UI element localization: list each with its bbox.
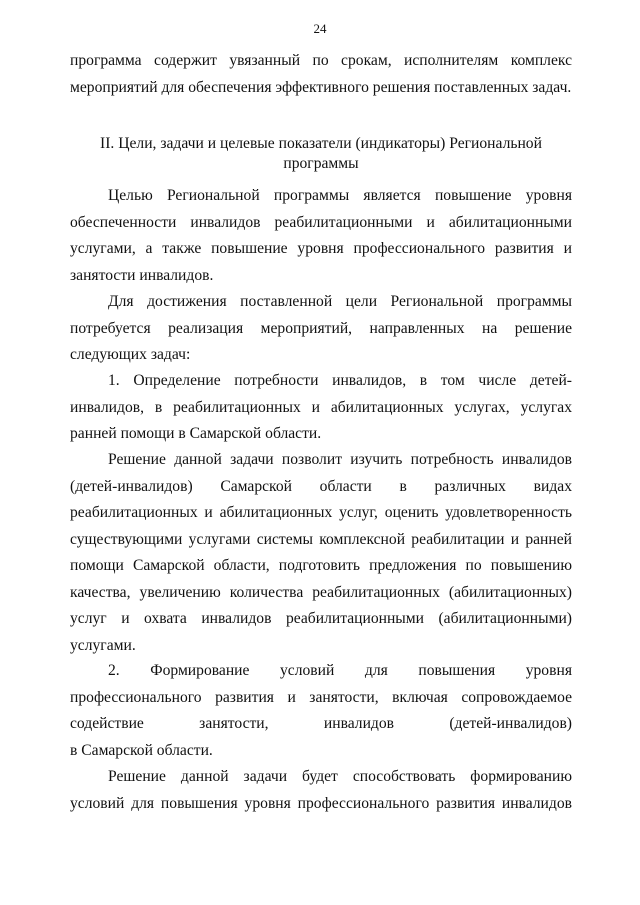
task-2-solution-paragraph — [70, 764, 572, 817]
section-heading — [70, 134, 572, 174]
task-1-solution-line-5: помощи Самарской области, подготовить предложения по повышению — [70, 557, 572, 574]
task-1-paragraph — [70, 368, 572, 448]
task-2-line-2: профессионального развития и занятости, включая сопровождаемое — [70, 688, 572, 706]
task-2-line-3: содействие занятости, инвалидов (детей-инвалидов) — [70, 715, 572, 732]
intro-line-2: мероприятий для обеспечения эффективного решения поставленных задач. — [70, 78, 572, 96]
task-1-solution-line-4: существующими услугами системы комплексной реабилитации и ранней — [70, 530, 572, 548]
task-1-line-3: ранней помощи в Самарской области. — [70, 425, 322, 442]
tasks-intro-line-3: следующих задач: — [70, 346, 191, 363]
goal-paragraph — [70, 183, 572, 289]
task-1-solution-paragraph — [70, 447, 572, 659]
tasks-intro-line-2: потребуется реализация мероприятий, направленных на решение — [70, 319, 572, 337]
goal-line-2: обеспеченности инвалидов реабилитационными и абилитационными — [70, 213, 572, 231]
task-1-solution-line-6: качества, увеличению количества реабилитационных (абилитационных) — [70, 583, 572, 601]
task-2-paragraph — [70, 658, 572, 764]
task-2-line-4: в Самарской области. — [70, 741, 213, 759]
task-2-solution-line-1: Решение данной задачи будет способствовать формированию — [108, 768, 572, 785]
task-2-line-1: 2. Формирование условий для повышения уровня — [108, 662, 572, 679]
section-heading-line-1: II. Цели, задачи и целевые показатели (индикаторы) Региональной — [100, 135, 542, 152]
task-1-solution-line-2: (детей-инвалидов) Самарской области в различных видах — [70, 477, 572, 495]
intro-paragraph — [70, 48, 572, 101]
task-1-solution-line-1: Решение данной задачи позволит изучить потребность инвалидов — [108, 451, 572, 468]
goal-line-3: услугами, а также повышение уровня профессионального развития и — [70, 240, 572, 257]
page-number: 24 — [313, 21, 327, 36]
task-1-line-1: 1. Определение потребности инвалидов, в том числе детей- — [108, 372, 572, 389]
section-heading-line-2: программы — [283, 155, 359, 172]
goal-line-1: Целью Региональной программы является повышение уровня — [108, 187, 572, 204]
task-1-solution-line-7: услуг и охвата инвалидов реабилитационными (абилитационными) — [70, 610, 572, 627]
tasks-intro-line-1: Для достижения поставленной цели Региональной программы — [108, 293, 572, 310]
task-1-solution-line-8: услугами. — [70, 636, 136, 654]
intro-line-1: программа содержит увязанный по срокам, исполнителям комплекс — [70, 52, 572, 69]
task-1-solution-line-3: реабилитационных и абилитационных услуг, оценить удовлетворенность — [70, 504, 572, 521]
task-2-solution-line-2: условий для повышения уровня профессионального развития инвалидов — [70, 794, 572, 812]
goal-line-4: занятости инвалидов. — [70, 266, 214, 284]
task-1-line-2: инвалидов, в реабилитационных и абилитационных услугах, услугах — [70, 398, 572, 416]
tasks-intro-paragraph — [70, 289, 572, 369]
